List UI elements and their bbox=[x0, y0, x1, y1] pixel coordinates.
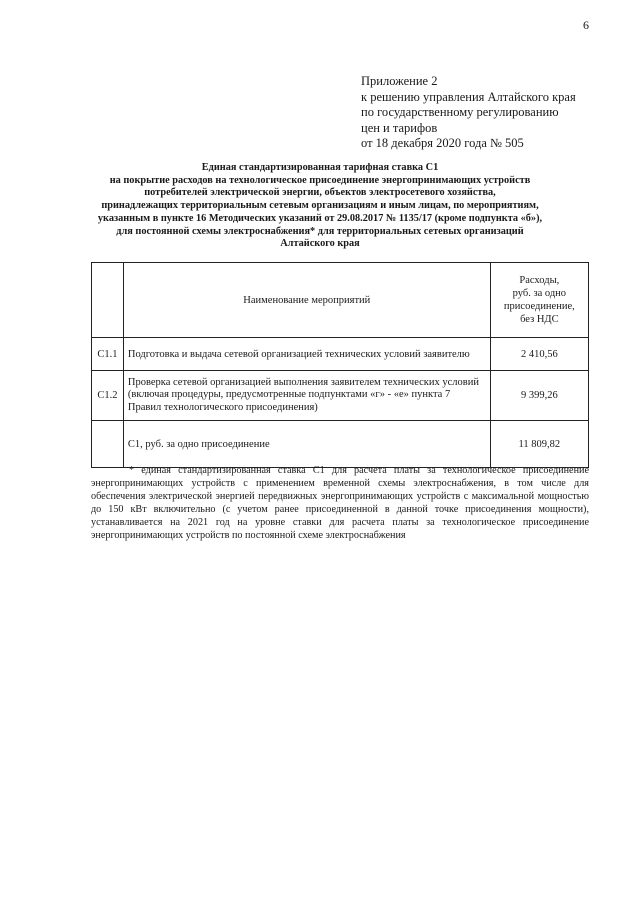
title-line: принадлежащих территориальным сетевым организациям и иным лицам, по мероприятиям, bbox=[101, 200, 539, 212]
header-cost-line: Расходы, bbox=[519, 275, 560, 286]
rates-table bbox=[91, 262, 589, 468]
appendix-line: от 18 декабря 2020 года № 505 bbox=[361, 136, 524, 150]
title-line: Единая стандартизированная тарифная ставка С1 bbox=[201, 162, 439, 173]
row-code-cell: С1.2 bbox=[92, 371, 124, 421]
table-header-row bbox=[92, 263, 589, 338]
appendix-header bbox=[361, 74, 621, 152]
appendix-line: к решению управления Алтайского края bbox=[361, 89, 576, 104]
row-code-cell: С1.1 bbox=[92, 338, 124, 371]
title-line: указанным в пункте 16 Методических указаний от 29.08.2017 № 1135/17 (кроме подпункта «б»), bbox=[97, 212, 543, 224]
row-name-cell: Проверка сетевой организацией выполнения заявителем технических условий (включая процедуры, предусмотренные подпунктами «г» - «е» пункта 7 Правил технологического присоединения) bbox=[123, 371, 490, 421]
title-line: потребителей электрической энергии, объектов электросетевого хозяйства, bbox=[144, 187, 496, 199]
row-name-cell: Подготовка и выдача сетевой организацией технических условий заявителю bbox=[123, 338, 490, 371]
header-cost-line: без НДС bbox=[520, 314, 559, 325]
table-row bbox=[92, 371, 589, 421]
row-cost-cell: 9 399,26 bbox=[490, 371, 588, 421]
title-line: для постоянной схемы электроснабжения* для территориальных сетевых организаций bbox=[116, 225, 524, 237]
appendix-line: по государственному регулированию bbox=[361, 105, 559, 119]
title-line: на покрытие расходов на технологическое присоединение энергопринимающих устройств bbox=[109, 174, 531, 186]
page-number: 6 bbox=[583, 18, 589, 32]
header-cost-cell bbox=[490, 263, 588, 338]
table-row bbox=[92, 338, 589, 371]
row-cost-cell: 2 410,56 bbox=[490, 338, 588, 371]
appendix-line: Приложение 2 bbox=[361, 74, 438, 88]
header-code-cell bbox=[92, 263, 124, 338]
title-line: Алтайского края bbox=[280, 238, 360, 250]
header-cost-line: руб. за одно bbox=[512, 288, 567, 299]
header-name-cell: Наименование мероприятий bbox=[123, 263, 490, 338]
footnote: * единая стандартизированная ставка С1 для расчета платы за технологическое присоединение энергопринимающих устройств с применением временной схемы электроснабжения, в том числе для обеспечения электрической энергией передвижных энергопринимающих устройств с максимальной мощностью до 150 кВт включительно (с учетом ранее присоединенной в данной точке присоединения мощности), устанавливается на 2021 год на уровне ставки для расчета платы за технологическое присоединение энергопринимающих устройств по постоянной схеме электроснабжения bbox=[91, 465, 589, 541]
total-code-cell bbox=[92, 421, 124, 468]
document-title bbox=[80, 162, 560, 251]
header-cost-line: присоединение, bbox=[503, 301, 575, 312]
total-cost-cell: 11 809,82 bbox=[490, 421, 588, 468]
table-total-row bbox=[92, 421, 589, 468]
appendix-line: цен и тарифов bbox=[361, 120, 438, 135]
total-name-cell: С1, руб. за одно присоединение bbox=[123, 421, 490, 468]
